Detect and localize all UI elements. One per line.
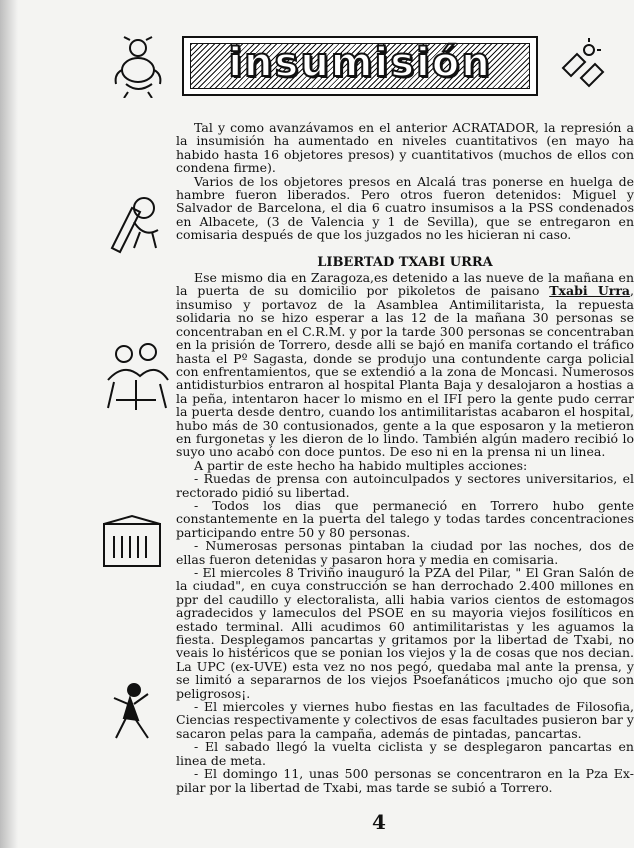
section-heading: LIBERTAD TXABI URRA bbox=[317, 254, 493, 270]
paragraph-txabi-part1: Ese mismo dia en Zaragoza,es detenido a las nueve de la mañana en la puerta de su domicilio por pikoletos de paisano bbox=[176, 270, 634, 299]
action-item: - El miercoles y viernes hubo fiestas en las facultades de Filosofia, Ciencias respectivamente y colectivos de esas facultades pusieron bar y sacaron pelas para la campaña, además de pintadas, pancartas. bbox=[176, 699, 634, 741]
paragraph-txabi bbox=[176, 271, 634, 459]
action-item: - Todos los dias que permaneció en Torrero hubo gente constantemente en la puerta del talego y todas tardes concentraciones participando entre 50 y 80 personas. bbox=[176, 497, 634, 540]
flowers-illustration bbox=[553, 38, 609, 90]
cartoon-figure-illustration bbox=[108, 36, 168, 98]
prison-building-illustration bbox=[100, 514, 164, 570]
actions-intro: A partir de este hecho ha habido multiples acciones: bbox=[194, 457, 528, 473]
paragraph-txabi-part2: , insumiso y portavoz de la Asamblea Antimilitarista, la repuesta solidaria no se hizo esperar a las 12 de la mañana 30 personas se concentraban en el C.R.M. y por la tarde 300 personas se concentraban en la prisión de Torrero, desde alli se bajó en manifa cortando el tráfico hasta el Pº Sagasta, donde se produjo una contundente carga policial con enfrentamientos, que se extendió a la zona de Moncasi. Numerosos antidisturbios entraron al hospital Planta Baja y desalojaron a hostias a la peña, intentaron hacer lo mismo en el IFI pero la gente pudo cerrar la puerta desde dentro, cuando los antimilitaristas acabaron el hospital, hubo más de 30 contusionados, gente a la que esposaron y la metieron en furgonetas y les dieron de lo lindo. También algún madero recibió lo suyo uno acabó con doce puntos. De eso ni en la prensa ni un linea. bbox=[176, 283, 634, 460]
running-figure-illustration bbox=[108, 682, 156, 742]
page-title: insumisión bbox=[228, 40, 492, 86]
paragraph-intro: Tal y como avanzávamos en el anterior ACRATADOR, la represión a la insumisión ha aumentado en niveles cuantitativos (en mayo ha habido hasta 16 objetores presos) y cuantitativos (muchos de ellos con condena firme). bbox=[176, 120, 634, 176]
action-item: - Ruedas de prensa con autoinculpados y sectores universitarios, el rectorado pidió su libertad. bbox=[176, 471, 634, 500]
police-crowd-illustration bbox=[102, 340, 172, 418]
action-item: - El miercoles 8 Triviño inauguró la PZA del Pilar, " El Gran Salón de la ciudad", en cuya construcción se han derrochado 2.400 millones en ppr del caudillo y electoralista, alli habia varios cientos de estomagos agradecidos y lameculos del PSOE en su mayoria viejos fosilíticos en estado terminal. Alli acudimos 60 antimilitaristas y les aguamos la fiesta. Desplegamos pancartas y gritamos por la libertad de Txabi, no veais lo histéricos que se ponian los viejos y la de cosas que nos decian. La UPC (ex-UVE) esta vez no nos pegó, quedaba mal ante la prensa, y se limitó a separarnos de los viejos Psoefanáticos ¡mucho ojo que son peligrosos¡. bbox=[176, 565, 634, 701]
page-edge-shadow bbox=[0, 0, 18, 848]
action-item: - El sabado llegó la vuelta ciclista y se desplegaron pancartas en linea de meta. bbox=[176, 739, 634, 768]
article-body bbox=[176, 121, 634, 794]
action-item: - El domingo 11, unas 500 personas se concentraron en la Pza Ex-pilar por la libertad de Txabi, mas tarde se subió a Torrero. bbox=[176, 766, 634, 795]
action-item: - Numerosas personas pintaban la ciudad por las noches, dos de ellas fueron detenidas y pasaron hora y media en comisaria. bbox=[176, 538, 634, 567]
soldier-cartoon-illustration bbox=[104, 188, 164, 254]
page-number: 4 bbox=[372, 810, 386, 834]
txabi-urra-name: Txabi Urra bbox=[549, 283, 631, 299]
paragraph-detenidos: Varios de los objetores presos en Alcalá tras ponerse en huelga de hambre fueron liberados. Pero otros fueron detenidos: Miguel y Salvador de Barcelona, el dia 6 cuatro insumisos a la PSS condenados en Albacete, (3 de Valencia y 1 de Sevilla), que se entregaron en comisaria después de que los juzgados no les hicieran ni caso. bbox=[176, 173, 634, 243]
title-banner bbox=[182, 36, 538, 96]
